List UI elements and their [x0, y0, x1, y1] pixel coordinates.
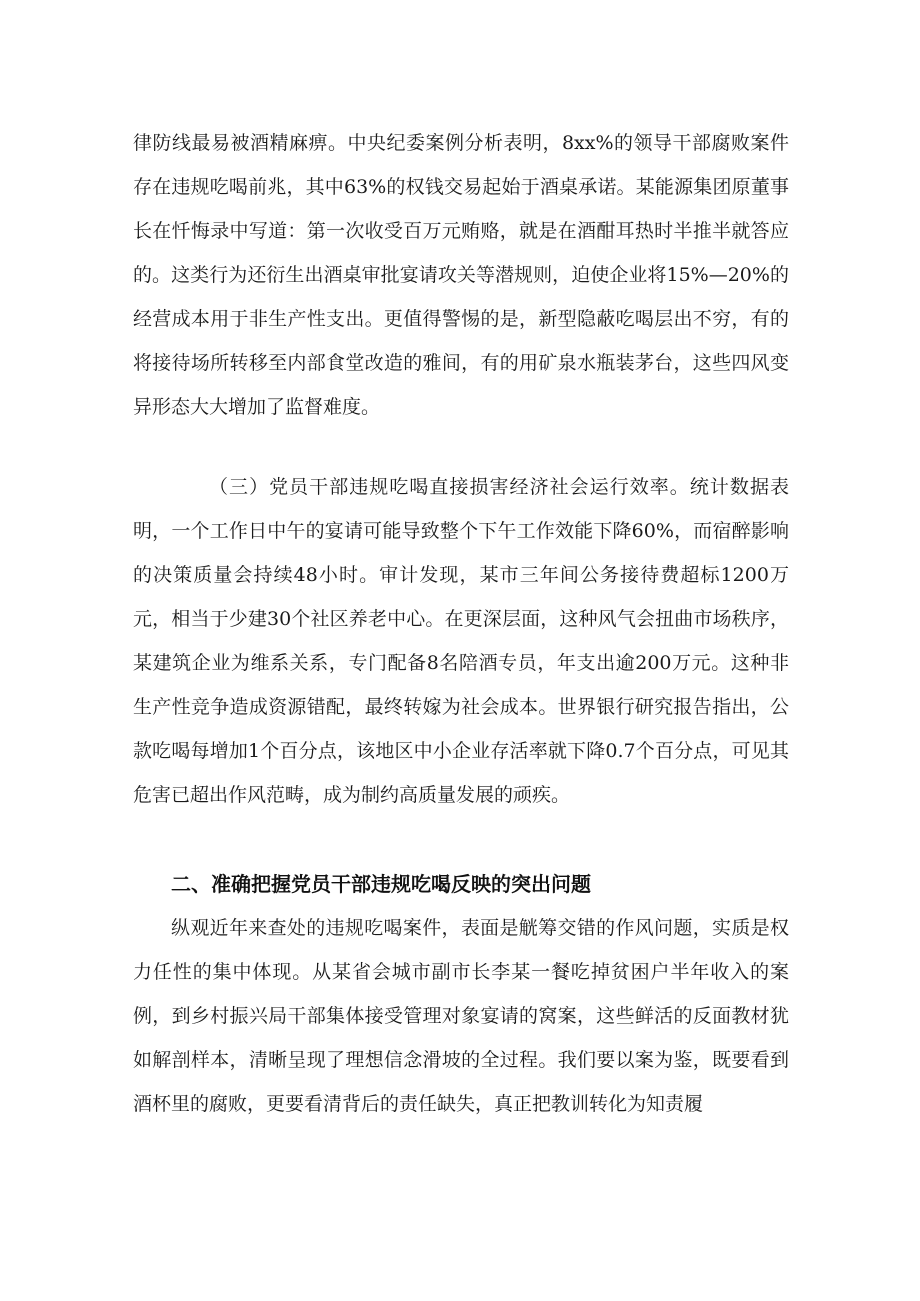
paragraph-section-intro: 纵观近年来查处的违规吃喝案件，表面是觥筹交错的作风问题，实质是权力任性的集中体现。从某省会城市副市长李某一餐吃掉贫困户半年收入的案例，到乡村振兴局干部集体接受管理对象宴请的窝案，这些鲜活的反面教材犹如解剖样本，清晰呈现了理想信念滑坡的全过程。我们要以案为鉴，既要看到酒杯里的腐败，更要看清背后的责任缺失，真正把教训转化为知责履 — [133, 917, 789, 1115]
paragraph-continuation: 律防线最易被酒精麻痹。中央纪委案例分析表明，8xx%的领导干部腐败案件存在违规吃喝前兆，其中63%的权钱交易起始于酒桌承诺。某能源集团原董事长在忏悔录中写道：第一次收受百万元贿赂，就是在酒酣耳热时半推半就答应的。这类行为还衍生出酒桌审批宴请攻关等潜规则，迫使企业将15%—20%的经营成本用于非生产性支出。更值得警惕的是，新型隐蔽吃喝层出不穷，有的将接待场所转移至内部食堂改造的雅间，有的用矿泉水瓶装茅台，这些四风变异形态大大增加了监督难度。 — [133, 132, 789, 418]
paragraph-point-three: （三）党员干部违规吃喝直接损害经济社会运行效率。统计数据表明，一个工作日中午的宴请可能导致整个下午工作效能下降60%，而宿醉影响的决策质量会持续48小时。审计发现，某市三年间公务接待费超标1200万元，相当于少建30个社区养老中心。在更深层面，这种风气会扭曲市场秩序，某建筑企业为维系关系，专门配备8名陪酒专员，年支出逾200万元。这种非生产性竞争造成资源错配，最终转嫁为社会成本。世界银行研究报告指出，公款吃喝每增加1个百分点，该地区中小企业存活率就下降0.7个百分点，可见其危害已超出作风范畴，成为制约高质量发展的顽疾。 — [133, 476, 789, 806]
section-heading: 二、准确把握党员干部违规吃喝反映的突出问题 — [171, 872, 591, 896]
